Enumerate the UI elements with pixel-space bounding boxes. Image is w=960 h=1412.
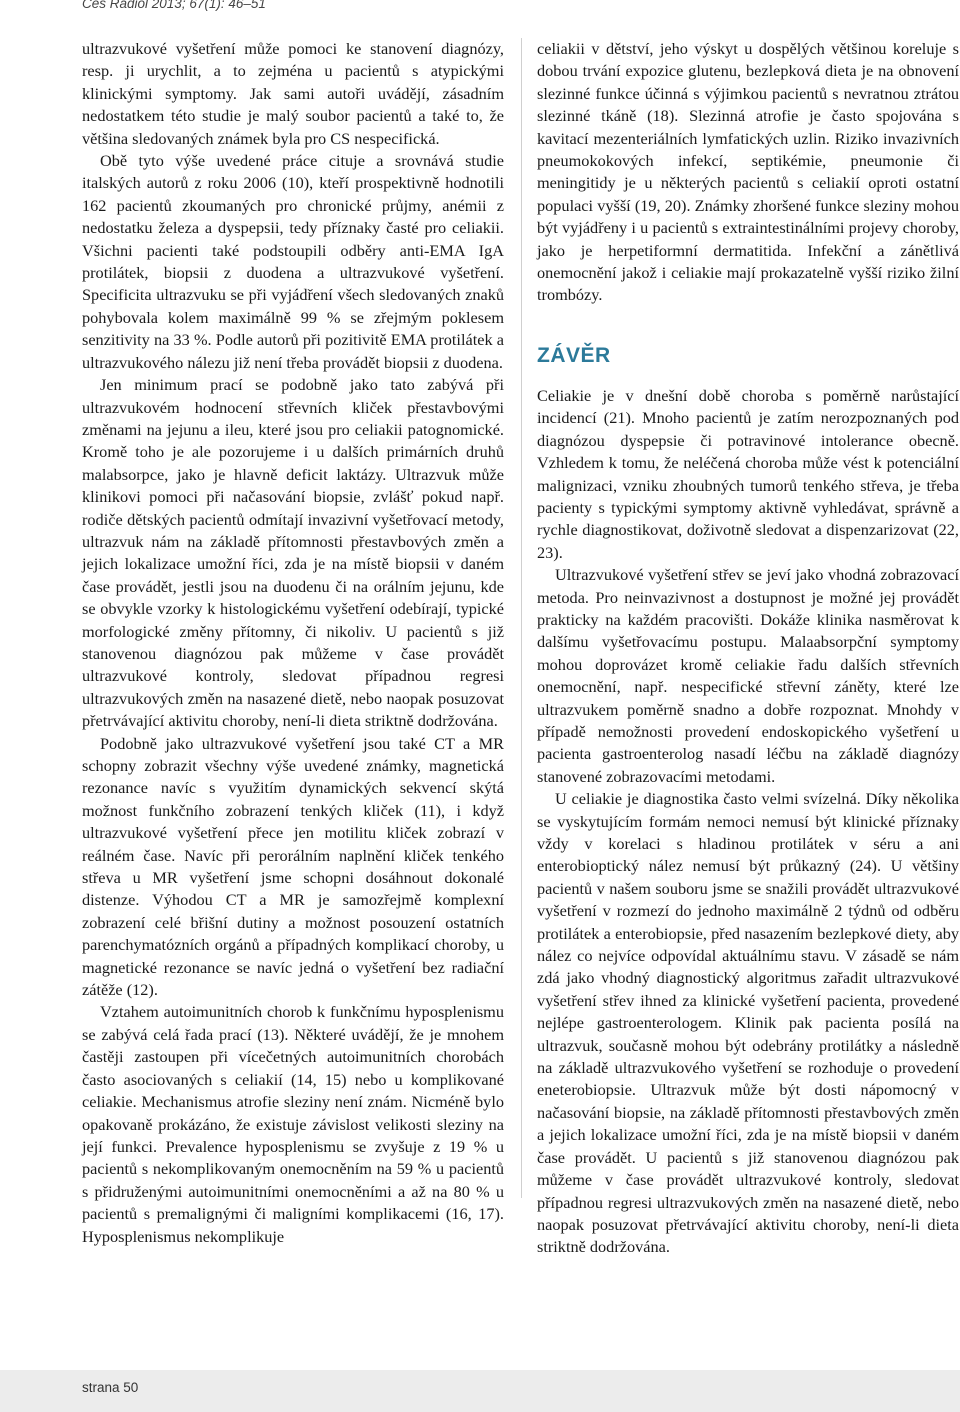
body-paragraph: Obě tyto výše uvedené práce cituje a srovnává studie italských autorů z roku 2006 (10), kteří prospektivně hodnotili 162 pacientů zkoumaných pro chronické průjmy, anémii z nedostatku železa a dyspepsii, tedy příznaky časté pro celiakii. Všichni pacienti také podstoupili odběry anti-EMA IgA protilátek, biopsii z duodena a ultrazvukové vyšetření. Specificita ultrazvuku se při vyjádření všech sledovaných znaků pohybovala kolem maximálně 99 % se zřejmým poklesem senzitivity na 33 %. Podle autorů při pozitivitě EMA protilátek a ultrazvukového nálezu již není třeba provádět biopsii z duodena. xyxy=(82,151,504,372)
running-header xyxy=(82,0,902,34)
body-paragraph: ultrazvukové vyšetření může pomoci ke stanovení diagnózy, resp. ji urychlit, a to zejména u pacientů s atypickými klinickými symptomy. Jak sami autoři uvádějí, zásadním nedostatkem této studie je malý soubor pacientů a také to, že většina sledovaných známek byla pro CS nespecifická. xyxy=(82,39,504,148)
page-number: strana 50 xyxy=(82,1380,139,1395)
body-paragraph: Celiakie je v dnešní době choroba s poměrně narůstající incidencí (21). Mnoho pacientů je zatím nerozpoznaných pod diagnózou dyspepsie či potravinové intolerance obecně. Vzhledem k tomu, že neléčená choroba může vést k potenciální malignizaci, vzniku zhoubných tumorů tenkého střeva, je třeba pacienty s typickými symptomy aktivně vyhledávat, správně a rychle diagnostikovat, doživotně sledovat a dispenzarizovat (22, 23). xyxy=(537,385,959,562)
left-column xyxy=(82,38,504,1248)
page-footer xyxy=(0,1370,960,1412)
column-divider xyxy=(521,38,522,1198)
body-paragraph: Vztahem autoimunitních chorob k funkčnímu hyposplenismu se zabývá celá řada prací (13). Některé uvádějí, že je mnohem častěji zastoupen při vícečetných autoimunitních chorobách často asociovaných s celiakií (14, 15) nebo u komplikované celiakie. Mechanismus atrofie sleziny není znám. Nicméně bylo opakovaně prokázáno, že existuje závislost velikosti sleziny na její funkci. Prevalence hyposplenismu se zvyšuje z 19 % u pacientů s nekomplikovaným onemocněním na 59 % u pacientů s přidruženými autoimunitními onemocněními a až na 80 % u pacientů s premalignými či maligními komplikacemi (16, 17). Hyposplenismus nekomplikuje xyxy=(82,1002,504,1246)
body-paragraph: U celiakie je diagnostika často velmi svízelná. Díky několika se vyskytujícím formám nemoci nemusí být klinické příznaky vždy v korelaci s hladinou protilátek v séru a ani enterobioptický nález nemusí být průkazný (24). U většiny pacientů v našem souboru jsme se snažili provádět ultrazvukové vyšetření v rozmezí do jednoho maximálně 2 týdnů od odběru protilátek a enterobiopsie, před nasazením bezlepkové diety, aby nález co nejvíce odpovídal aktuálnímu stavu. V zásadě se nám zdá jako vhodný diagnostický algoritmus zařadit ultrazvukové vyšetření střev ihned za klinické vyšetření pacienta, provedené nejlépe gastroenterologem. Klinik pak pacienta posílá na ultrazvuk, současně mohou být odebrány protilátky a následně na základě ultrazvukového vyšetření se rozhoduje o provedení eneterobiopsie. Ultrazvuk může být dosti nápomocný v načasování biopsie, na základě přítomnosti přestavbových změn a jejich lokalizace umožní říci, zda je na místě biopsii v daném čase provádět. U pacientů s již stanovenou diagnózou pak můžeme v čase provádět ultrazvukové kontroly, sledovat případnou regresi ultrazvukových změn na nasazené dietě, nebo naopak posuzovat přetrvávající aktivitu choroby, není-li dieta striktně dodržována. xyxy=(537,789,959,1257)
section-heading-conclusion: ZÁVĚR xyxy=(537,343,611,367)
journal-citation: Ces Radiol 2013; 67(1): 46–51 xyxy=(82,0,266,11)
right-column xyxy=(537,38,959,1259)
body-paragraph: Ultrazvukové vyšetření střev se jeví jako vhodná zobrazovací metoda. Pro neinvazivnost a dostupnost je možné jej provádět prakticky na každém pracovišti. Dokáže klinika nasměrovat k dalšímu vyšetřovacímu postupu. Malaabsorpční symptomy mohou doprovázet kromě celiakie řadu dalších střevních onemocnění, např. nespecifické střevní záněty, které lze ultrazvukem poměrně snadno a dobře rozpoznat. Mnohdy v případě nemožnosti provedení endoskopického vyšetření u pacienta gastroenterolog nasadí léčbu na základě diagnózy stanovené zobrazovacími metodami. xyxy=(537,565,959,786)
body-paragraph: Podobně jako ultrazvukové vyšetření jsou také CT a MR schopny zobrazit všechny výše uvedené známky, magnetická rezonance navíc s využitím dynamických sekvencí skýtá možnost funkčního zobrazení tenkých kliček (11), i když ultrazvukové vyšetření přece jen motilitu kliček zobrazí v reálném čase. Navíc při perorálním naplnění kliček tenkého střeva u MR vyšetření jsme schopni dosáhnout dokonalé distenze. Výhodou CT a MR je samozřejmě komplexní zobrazení celé břišní dutiny a možnost posouzení ostatních parenchymatózních orgánů a případných komplikací choroby, u magnetické rezonance se navíc jedná o vyšetření bez radiační zátěže (12). xyxy=(82,733,504,1000)
body-paragraph: celiakii v dětství, jeho výskyt u dospělých většinou koreluje s dobou trvání expozice glutenu, bezlepková dieta je na obnovení slezinné funkce účinná s výjimkou pacientů s nevratnou ztrátou slezinné tkáně (18). Slezinná atrofie je často spojována s kavitací mezenteriálních lymfatických uzlin. Riziko invazivních pneumokokových infekcí, septikémie, pneumonie či meningitidy je u některých pacientů s celiakií oproti ostatní populaci vyšší (19, 20). Známky zhoršené funkce sleziny mohou být vyjádřeny i u pacientů s extraintestinálními projevy choroby, jako je herpetiformní dermatitida. Infekční a zánětlivá onemocnění jakož i celiakie mají prokazatelně vyšší riziko žilní trombózy. xyxy=(537,39,959,305)
body-paragraph: Jen minimum prací se podobně jako tato zabývá při ultrazvukovém hodnocení střevních kliček přestavbovými změnami na jejunu a ileu, které jsou pro celiakii patognomické. Kromě toho je ale pozorujeme i u dalších primárních druhů malabsorpce, jako je hlavně deficit laktázy. Ultrazvuk může klinikovi pomoci při načasování biopsie, zvlášť pokud např. rodiče dětských pacientů odmítají invazivní vyšetřovací metody, ultrazvuk nám na základě přítomnosti přestavbových změn a jejich lokalizace umožní říci, zda je na místě biopsii v daném čase provádět, jestli jsou na duodenu či na orálním jejunu, kde se obvykle vzorky k histologickému vyšetření odebírají, typické morfologické změny přítomny, či nikoliv. U pacientů s již stanovenou diagnózou pak můžeme v čase provádět ultrazvukové kontroly, sledovat případnou regresi ultrazvukových změn na nasazené dietě, nebo naopak posuzovat přetrvávající aktivitu choroby, není-li dieta striktně dodržována. xyxy=(82,375,504,731)
